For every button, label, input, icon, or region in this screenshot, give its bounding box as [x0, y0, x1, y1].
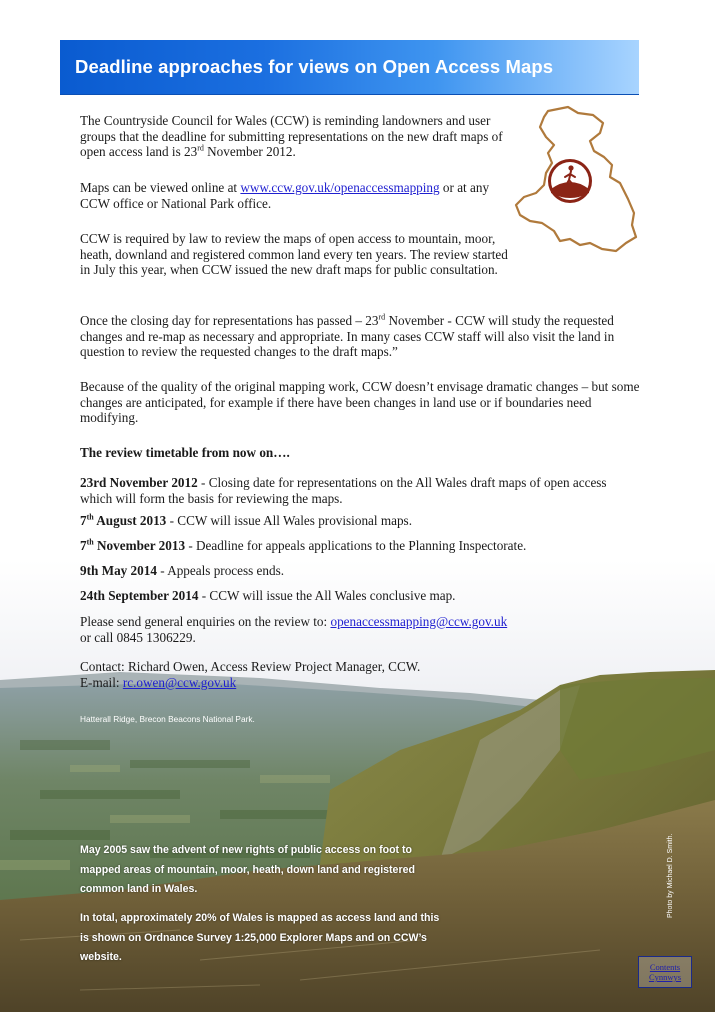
contact-email-link[interactable]: rc.owen@ccw.gov.uk — [122, 674, 237, 690]
openaccessmapping-link[interactable]: www.ccw.gov.uk/openaccessmapping — [240, 180, 440, 195]
timetable-item-2: 7th August 2013 - CCW will issue All Wales provisional maps. — [80, 512, 412, 528]
intro-paragraph-2: Maps can be viewed online at www.ccw.gov.uk/openaccessmapping or at any CCW office or National Park office. — [80, 180, 490, 211]
timetable-item-5: 24th September 2014 - CCW will issue the All Wales conclusive map. — [80, 588, 456, 603]
title-banner — [60, 40, 639, 94]
timetable-heading: The review timetable from now on…. — [80, 445, 290, 460]
timetable-item-1: 23rd November 2012 - Closing date for representations on the All Wales draft maps of open access which will form the basis for reviewing the maps. — [80, 475, 607, 506]
timetable-item-3: 7th November 2013 - Deadline for appeals applications to the Planning Inspectorate. — [80, 537, 527, 553]
page-title: Deadline approaches for views on Open Access Maps — [75, 56, 554, 77]
contents-button[interactable]: Contents Cynnwys — [638, 956, 692, 988]
intro-paragraph-3: CCW is required by law to review the maps of open access to mountain, moor, heath, downland and registered common land every ten years. The review started in July this year, when CCW issued the new draft maps for public consultation. — [80, 231, 508, 278]
photo-caption: Hatterall Ridge, Brecon Beacons National Park. — [80, 714, 255, 724]
overlay-paragraph-1: May 2005 saw the advent of new rights of public access on foot to mapped areas of mountain, moor, heath, down land and registered common land in Wales. — [80, 844, 415, 895]
timetable-item-4: 9th May 2014 - Appeals process ends. — [80, 563, 285, 578]
enquiries-email-link[interactable]: openaccessmapping@ccw.gov.uk — [330, 614, 508, 629]
walker-badge — [548, 159, 592, 203]
enquiries-paragraph: Please send general enquiries on the review to: openaccessmapping@ccw.gov.uk or call 0845 1306229. — [80, 614, 508, 645]
overlay-paragraph-2: In total, approximately 20% of Wales is mapped as access land and this is shown on Ordnance Survey 1:25,000 Explorer Maps and on CCW’s website. — [80, 912, 440, 963]
intro-paragraph-4: Once the closing day for representations has passed – 23rd November - CCW will study the requested changes and re-map as necessary and appropriate. In many cases CCW staff will also visit the land in question to review the requested changes to the draft maps.” — [80, 312, 615, 360]
intro-paragraph-5: Because of the quality of the original mapping work, CCW doesn’t envisage dramatic changes – but some changes are anticipated, for example if there have been changes in land use or if boundaries need modifying. — [80, 379, 640, 426]
intro-paragraph-1: The Countryside Council for Wales (CCW) is reminding landowners and user groups that the deadline for submitting representations on the new draft maps of open access land is 23rd November 2012. — [80, 113, 503, 160]
wales-map-icon — [508, 103, 648, 263]
photo-credit: Photo by Michael D. Smith. — [667, 833, 674, 918]
contact-paragraph: Contact: Richard Owen, Access Review Project Manager, CCW. E-mail: rc.owen@ccw.gov.uk — [80, 659, 421, 690]
